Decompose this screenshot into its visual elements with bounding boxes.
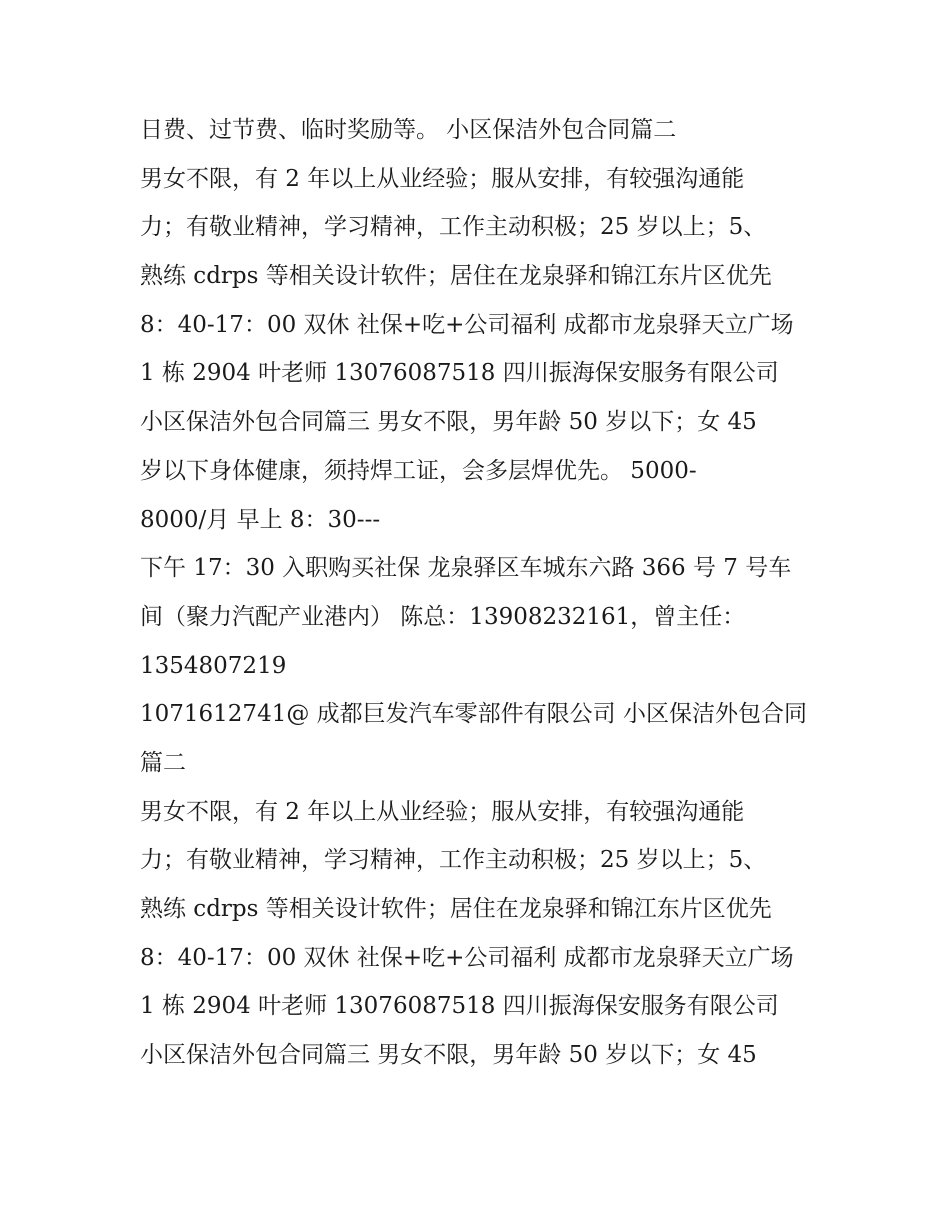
text-line-19: 1 栋 2904 叶老师 13076087518 四川振海保安服务有限公司 — [140, 993, 779, 1020]
text-line-8: 岁以下身体健康，须持焊工证，会多层焊优先。 5000- — [140, 457, 697, 484]
text-line-11: 间（聚力汽配产业港内） 陈总：13908232161，曾主任： — [140, 603, 746, 630]
text-line-2: 男女不限，有 2 年以上从业经验；服从安排，有较强沟通能 — [140, 165, 745, 192]
text-line-12: 1354807219 — [140, 652, 287, 679]
body-text — [140, 106, 820, 1080]
text-line-15: 男女不限，有 2 年以上从业经验；服从安排，有较强沟通能 — [140, 798, 745, 825]
text-line-1: 日费、过节费、临时奖励等。 小区保洁外包合同篇二 — [140, 117, 677, 143]
text-line-3: 力；有敬业精神，学习精神，工作主动积极；25 岁以上；5、 — [140, 214, 767, 241]
text-line-18: 8：40-17：00 双休 社保+吃+公司福利 成都市龙泉驿天立广场 — [140, 944, 794, 971]
text-line-9: 8000/月 早上 8：30--- — [140, 506, 381, 533]
text-line-5: 8：40-17：00 双休 社保+吃+公司福利 成都市龙泉驿天立广场 — [140, 311, 794, 338]
text-line-16: 力；有敬业精神，学习精神，工作主动积极；25 岁以上；5、 — [140, 847, 767, 874]
text-line-13: 1071612741@ 成都巨发汽车零部件有限公司 小区保洁外包合同 — [140, 701, 807, 728]
text-line-6: 1 栋 2904 叶老师 13076087518 四川振海保安服务有限公司 — [140, 360, 779, 387]
text-line-7: 小区保洁外包合同篇三 男女不限，男年龄 50 岁以下；女 45 — [140, 409, 757, 436]
text-line-10: 下午 17：30 入职购买社保 龙泉驿区车城东六路 366 号 7 号车 — [140, 555, 792, 582]
text-line-14: 篇二 — [140, 749, 186, 776]
text-line-17: 熟练 cdrps 等相关设计软件；居住在龙泉驿和锦江东片区优先 — [140, 896, 772, 922]
text-line-4: 熟练 cdrps 等相关设计软件；居住在龙泉驿和锦江东片区优先 — [140, 263, 772, 290]
text-line-20: 小区保洁外包合同篇三 男女不限，男年龄 50 岁以下；女 45 — [140, 1042, 757, 1069]
